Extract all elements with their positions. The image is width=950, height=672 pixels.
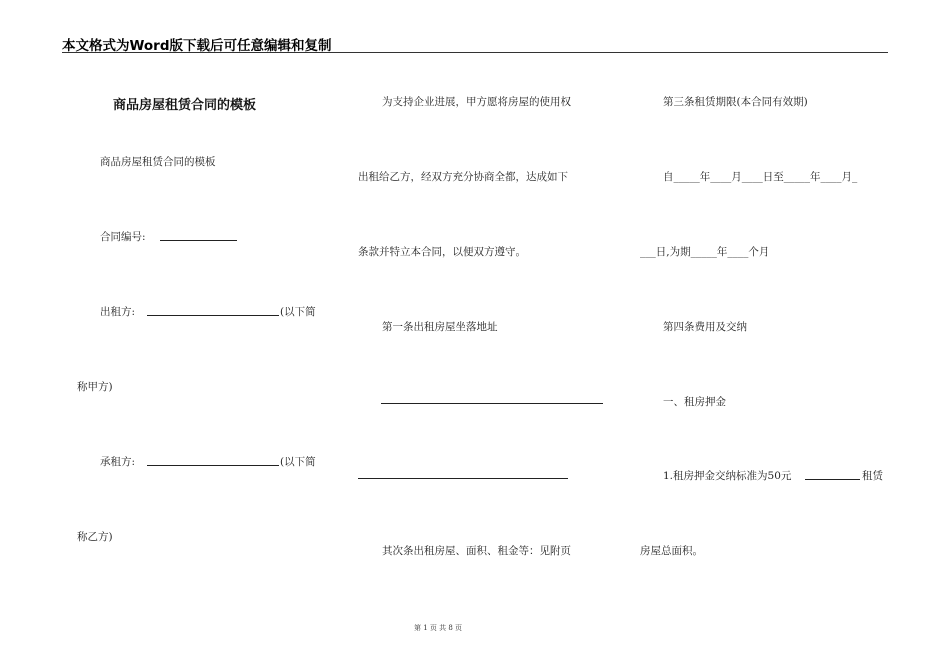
deposit-section-heading: 一、租房押金: [663, 396, 726, 408]
purpose-paragraph-line3: 条款并特立本合同，以便双方遵守。: [358, 246, 526, 258]
lessee-blank: [147, 465, 279, 466]
page-number: 第 1 页 共 8 页: [414, 624, 463, 632]
deposit-standard-suffix: 租赁: [862, 470, 883, 482]
article-4-heading: 第四条费用及交纳: [663, 321, 747, 333]
lessee-alias: 称乙方): [77, 531, 113, 543]
contract-number-label: 合同编号:: [100, 231, 146, 243]
document-header: 本文格式为Word版下载后可任意编辑和复制: [62, 38, 332, 54]
lessor-suffix: (以下简: [280, 306, 316, 318]
deposit-standard-text: 1.租房押金交纳标准为50元: [663, 470, 792, 482]
purpose-paragraph-line2: 出租给乙方，经双方充分协商全都，达成如下: [358, 171, 568, 183]
address-blank-1: [381, 403, 603, 404]
document-title: 商品房屋租赁合同的模板: [113, 98, 257, 113]
deposit-amount-blank: [805, 479, 860, 480]
lessor-alias: 称甲方): [77, 381, 113, 393]
contract-number-blank: [160, 240, 237, 241]
header-divider: [62, 52, 888, 53]
lessee-label: 承租方:: [100, 456, 136, 468]
purpose-paragraph-line1: 为支持企业进展，甲方愿将房屋的使用权: [382, 96, 571, 108]
lease-period-line: ___日,为期_____年____个月: [640, 246, 770, 258]
article-3-heading: 第三条租赁期限(本合同有效期): [663, 96, 808, 108]
lessor-label: 出租方:: [100, 306, 136, 318]
total-area-text: 房屋总面积。: [640, 545, 703, 557]
contract-subtitle: 商品房屋租赁合同的模板: [100, 156, 216, 168]
article-2-heading: 其次条出租房屋、面积、租金等：见附页: [382, 545, 571, 557]
lease-term-from-line: 自_____年____月____日至_____年____月_: [663, 171, 858, 183]
article-1-heading: 第一条出租房屋坐落地址: [382, 321, 498, 333]
lessor-blank: [147, 315, 279, 316]
address-blank-2: [358, 478, 568, 479]
lessee-suffix: (以下简: [280, 456, 316, 468]
